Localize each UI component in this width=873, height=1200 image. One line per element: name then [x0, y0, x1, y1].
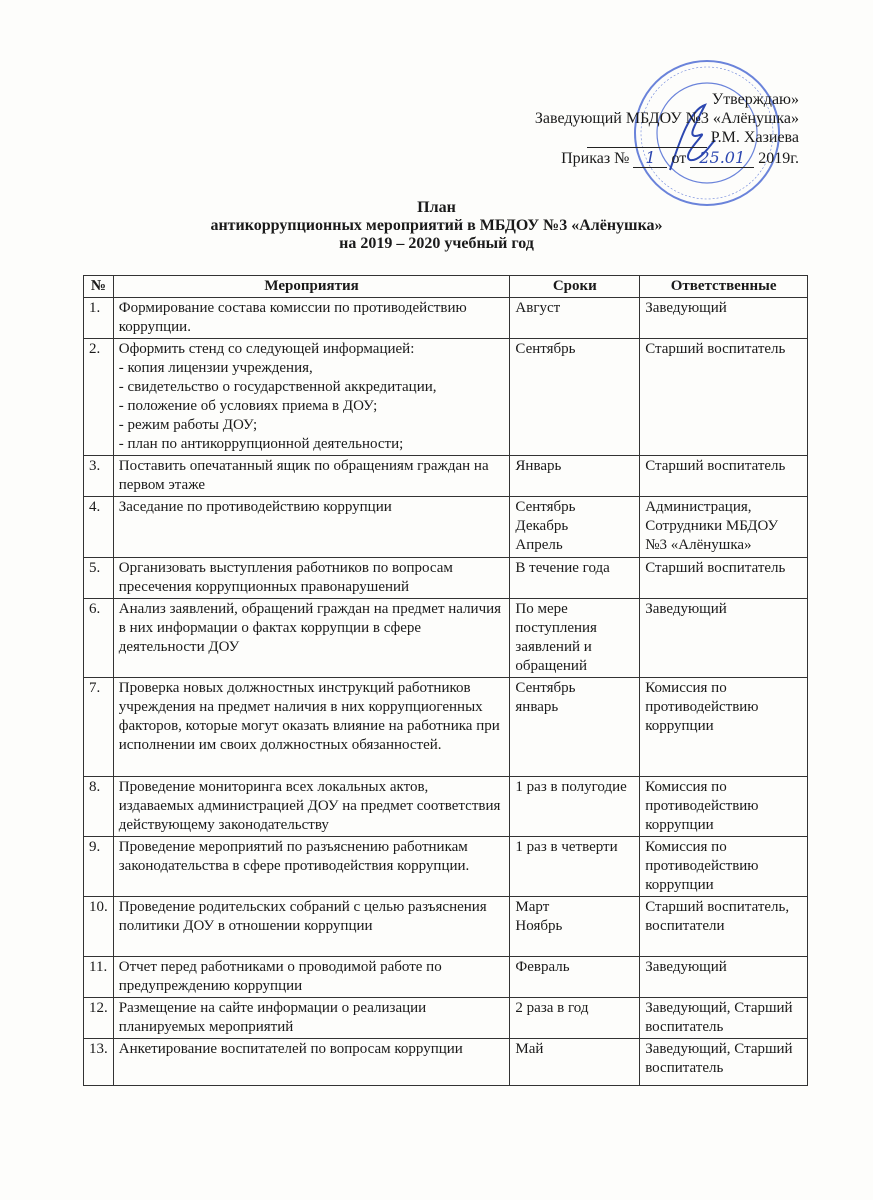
row-term: Август [510, 298, 640, 339]
row-number: 11. [84, 957, 114, 998]
row-number: 4. [84, 497, 114, 558]
measures-table [83, 275, 808, 1086]
row-responsible: Старший воспитатель, воспитатели [640, 897, 808, 957]
order-date: 25.01 [690, 148, 754, 168]
row-event: Организовать выступления работников по вопросам пресечения коррупционных правонарушений [113, 558, 510, 599]
row-term: Сентябрь Декабрь Апрель [510, 497, 640, 558]
table-row [84, 339, 808, 456]
table-row [84, 558, 808, 599]
title-line-2: антикоррупционных мероприятий в МБДОУ №3 «Алёнушка» [210, 217, 663, 234]
table-row [84, 1039, 808, 1086]
row-number: 12. [84, 998, 114, 1039]
row-event: Проведение родительских собраний с целью разъяснения политики ДОУ в отношении коррупции [113, 897, 510, 957]
row-number: 8. [84, 777, 114, 837]
row-event: Проверка новых должностных инструкций работников учреждения на предмет наличия в них коррупциогенных факторов, которые могут оказать влияние на работника при исполнении им своих должностных обязанностей. [113, 678, 510, 777]
row-responsible: Заведующий, Старший воспитатель [640, 998, 808, 1039]
row-event: Отчет перед работниками о проводимой работе по предупреждению коррупции [113, 957, 510, 998]
table-row [84, 497, 808, 558]
table-row [84, 837, 808, 897]
row-term: Январь [510, 456, 640, 497]
order-year: 2019г. [758, 150, 799, 167]
row-term: По мере поступления заявлений и обращений [510, 599, 640, 678]
row-event: Формирование состава комиссии по противодействию коррупции. [113, 298, 510, 339]
table-row [84, 777, 808, 837]
row-responsible: Комиссия по противодействию коррупции [640, 837, 808, 897]
row-term: Май [510, 1039, 640, 1086]
row-term: Февраль [510, 957, 640, 998]
row-number: 5. [84, 558, 114, 599]
row-responsible: Старший воспитатель [640, 456, 808, 497]
row-responsible: Заведующий [640, 599, 808, 678]
table-row [84, 957, 808, 998]
table-row [84, 599, 808, 678]
row-number: 6. [84, 599, 114, 678]
header-term: Сроки [510, 276, 640, 298]
approver-name: Р.М. Хазиева [710, 129, 799, 146]
row-responsible: Заведующий [640, 957, 808, 998]
row-responsible: Комиссия по противодействию коррупции [640, 777, 808, 837]
row-event: Анализ заявлений, обращений граждан на предмет наличия в них информации о фактах коррупции в сфере деятельности ДОУ [113, 599, 510, 678]
header-number: № [84, 276, 114, 298]
row-number: 13. [84, 1039, 114, 1086]
approval-heading: Утверждаю» [711, 91, 799, 108]
row-event: Поставить опечатанный ящик по обращениям граждан на первом этаже [113, 456, 510, 497]
row-number: 2. [84, 339, 114, 456]
row-number: 10. [84, 897, 114, 957]
row-term: В течение года [510, 558, 640, 599]
row-event: Проведение мероприятий по разъяснению работникам законодательства в сфере противодействия коррупции. [113, 837, 510, 897]
order-number: 1 [633, 148, 667, 168]
row-responsible: Администрация, Сотрудники МБДОУ №3 «Алёнушка» [640, 497, 808, 558]
row-event: Оформить стенд со следующей информацией: - копия лицензии учреждения, - свидетельство о государственной аккредитации, - положение об условиях приема в ДОУ; - режим работы ДОУ; - план по антикоррупционной деятельности; [113, 339, 510, 456]
table-row [84, 456, 808, 497]
row-number: 7. [84, 678, 114, 777]
row-responsible: Комиссия по противодействию коррупции [640, 678, 808, 777]
row-responsible: Старший воспитатель [640, 558, 808, 599]
row-responsible: Заведующий [640, 298, 808, 339]
order-from-label: от [671, 150, 687, 167]
document-title [0, 199, 873, 253]
row-event: Заседание по противодействию коррупции [113, 497, 510, 558]
row-term: 2 раза в год [510, 998, 640, 1039]
table-row [84, 897, 808, 957]
row-number: 9. [84, 837, 114, 897]
row-number: 1. [84, 298, 114, 339]
row-number: 3. [84, 456, 114, 497]
table-row [84, 298, 808, 339]
row-term: 1 раз в полугодие [510, 777, 640, 837]
table-row [84, 998, 808, 1039]
row-term: 1 раз в четверти [510, 837, 640, 897]
table-header-row [84, 276, 808, 298]
row-responsible: Старший воспитатель [640, 339, 808, 456]
row-event: Размещение на сайте информации о реализации планируемых мероприятий [113, 998, 510, 1039]
header-responsible: Ответственные [640, 276, 808, 298]
title-line-1: План [417, 199, 456, 216]
order-label: Приказ № [561, 150, 630, 167]
table-row [84, 678, 808, 777]
row-event: Анкетирование воспитателей по вопросам коррупции [113, 1039, 510, 1086]
header-event: Мероприятия [113, 276, 510, 298]
row-event: Проведение мониторинга всех локальных актов, издаваемых администрацией ДОУ на предмет соответствия действующему законодательству [113, 777, 510, 837]
row-term: Март Ноябрь [510, 897, 640, 957]
approval-position: Заведующий МБДОУ №3 «Алёнушка» [534, 110, 799, 127]
approval-block [535, 90, 799, 168]
row-term: Сентябрь январь [510, 678, 640, 777]
title-line-3: на 2019 – 2020 учебный год [339, 235, 534, 252]
row-responsible: Заведующий, Старший воспитатель [640, 1039, 808, 1086]
row-term: Сентябрь [510, 339, 640, 456]
